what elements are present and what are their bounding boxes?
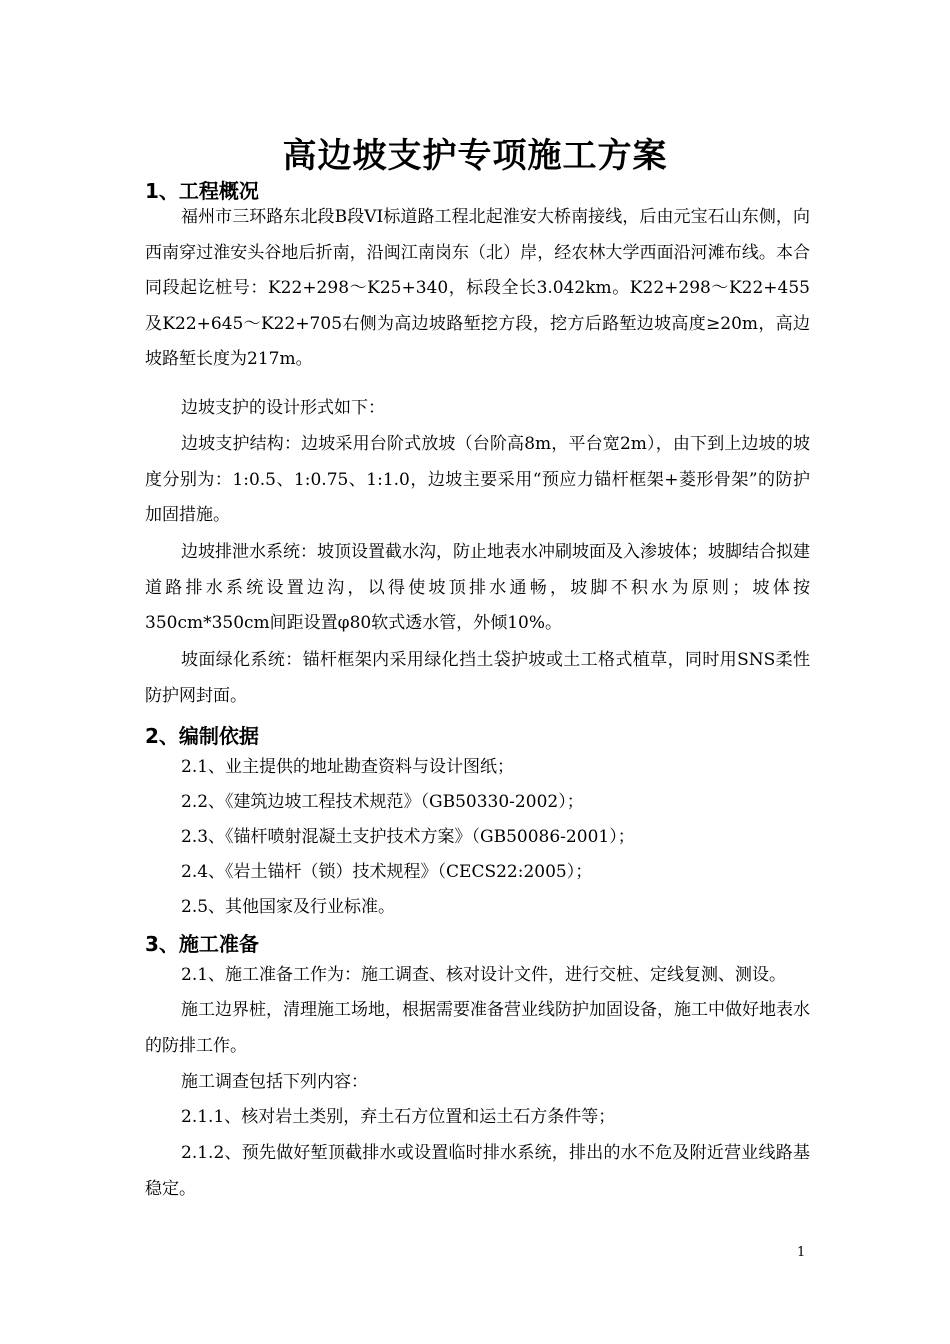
document-title: 高边坡支护专项施工方案 — [282, 136, 668, 176]
section-3-heading: 3、施工准备 — [145, 932, 259, 956]
section-2-heading: 2、编制依据 — [145, 724, 259, 748]
section-1-paragraph-3: 边坡支护结构：边坡采用台阶式放坡（台阶高8m，平台宽2m），由下到上边坡的坡度分别为：1:0.5、1:0.75、1:1.0，边坡主要采用“预应力锚杆框架+菱形骨架”的防护加固措施。 — [145, 434, 810, 525]
section-3-paragraph-1: 2.1、施工准备工作为：施工调查、核对设计文件，进行交桩、定线复测、测设。 — [181, 965, 787, 985]
reference-item: 2.2、《建筑边坡工程技术规范》（GB50330-2002）； — [181, 792, 584, 812]
reference-item: 2.1、业主提供的地址勘查资料与设计图纸； — [181, 757, 515, 777]
section-1-paragraph-5: 坡面绿化系统：锚杆框架内采用绿化挡土袋护坡或土工格式植草，同时用SNS柔性防护网封面。 — [145, 650, 810, 706]
section-1-paragraph-2: 边坡支护的设计形式如下： — [181, 398, 385, 418]
section-3-paragraph-5: 2.1.2、预先做好堑顶截排水或设置临时排水系统，排出的水不危及附近营业线路基稳定。 — [145, 1143, 810, 1199]
section-1-paragraph-4: 边坡排泄水系统：坡顶设置截水沟，防止地表水冲刷坡面及入渗坡体；坡脚结合拟建道路排水系统设置边沟，以得使坡顶排水通畅，坡脚不积水为原则；坡体按350cm*350cm间距设置φ80软式透水管，外倾10%。 — [145, 542, 810, 633]
section-3-paragraph-4: 2.1.1、核对岩土类别，弃土石方位置和运土石方条件等； — [181, 1107, 616, 1127]
section-3-paragraph-2: 施工边界桩，清理施工场地，根据需要准备营业线防护加固设备，施工中做好地表水的防排工作。 — [145, 1000, 810, 1056]
reference-item: 2.3、《锚杆喷射混凝土支护技术方案》（GB50086-2001）； — [181, 827, 635, 847]
reference-item: 2.5、其他国家及行业标准。 — [181, 897, 396, 917]
reference-item: 2.4、《岩土锚杆（锁）技术规程》（CECS22:2005）； — [181, 862, 593, 882]
section-1-paragraph-1: 福州市三环路东北段B段VI标道路工程北起淮安大桥南接线，后由元宝石山东侧，向西南穿过淮安头谷地后折南，沿闽江南岗东（北）岸，经农林大学西面沿河滩布线。本合同段起讫桩号：K22+298～K25+340，标段全长3.042km。K22+298～K22+455及K22+645～K22+705右侧为高边坡路堑挖方段，挖方后路堑边坡高度≥20m，高边坡路堑长度为217m。 — [145, 207, 810, 369]
page-number: 1 — [797, 1245, 806, 1260]
section-1-heading: 1、工程概况 — [145, 179, 259, 203]
section-3-paragraph-3: 施工调查包括下列内容： — [181, 1072, 368, 1092]
